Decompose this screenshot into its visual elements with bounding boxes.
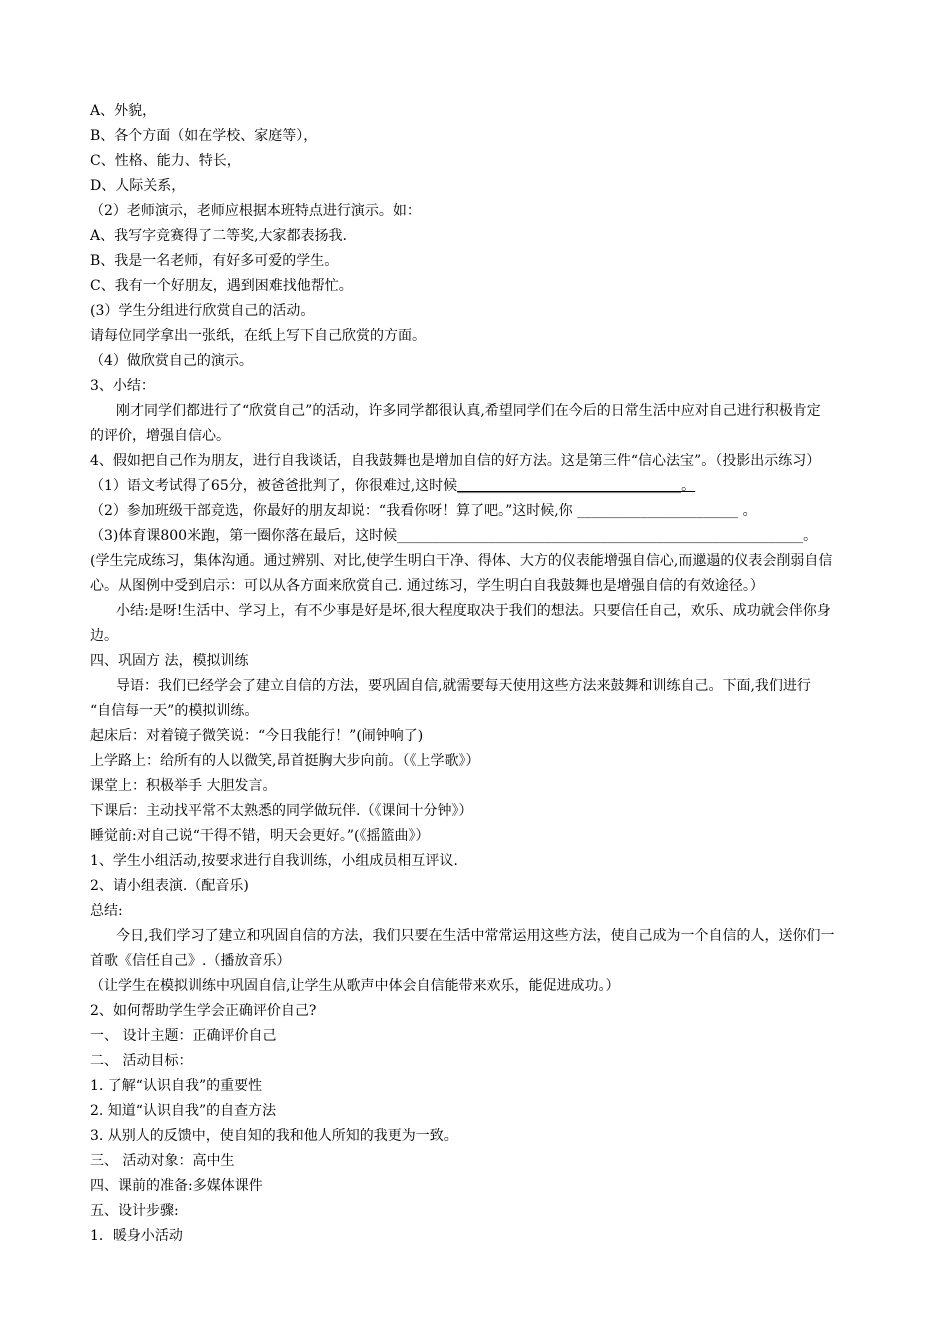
text-line: 课堂上：积极举手 大胆发言。	[90, 778, 277, 794]
answer-blank: _______________________ 。	[577, 503, 757, 519]
text-line: 导语：我们已经学会了建立自信的方法，要巩固自信,就需要每天使用这些方法来鼓舞和训练自己。下面,我们进行	[116, 678, 811, 694]
text-line: 起床后：对着镜子微笑说：“今日我能行！”(闹钟响了)	[90, 728, 424, 744]
text-line: A、我写字竞赛得了二等奖,大家都表扬我.	[90, 228, 348, 244]
text-line: （让学生在模拟训练中巩固自信,让学生从歌声中体会自信能带来欢乐，能促进成功。）	[90, 978, 620, 994]
text-line: 总结:	[90, 903, 123, 919]
text-line: 心。从图例中受到启示：可以从各方面来欣赏自己. 通过练习，学生明白自我鼓舞也是增强自信的有效途径。）	[90, 578, 764, 594]
text-line: 上学路上：给所有的人以微笑,昂首挺胸大步向前。（《上学歌》）	[90, 753, 480, 769]
exercise-item	[90, 474, 870, 498]
text-line: C、性格、能力、特长，	[90, 153, 241, 169]
exercise-question: （2）参加班级干部竞选，你最好的朋友却说：“我看你呀！算了吧。”这时候,你	[90, 503, 573, 519]
text-line: 1．暖身小活动	[90, 1228, 183, 1244]
text-line: 4、假如把自己作为朋友，进行自我谈话，自我鼓舞也是增加自信的好方法。这是第三件“信心法宝”。（投影出示练习）	[90, 453, 821, 469]
text-line: 二、 活动目标：	[90, 1053, 193, 1069]
text-line: 三、 活动对象：高中生	[90, 1153, 235, 1169]
text-line: 五、设计步骤:	[90, 1203, 179, 1219]
text-line: 小结:是呀!生活中、学习上，有不少事是好是坏,很大程度取决于我们的想法。只要信任自己，欢乐、成功就会伴你身	[116, 603, 831, 619]
text-line: 今日,我们学习了建立和巩固自信的方法，我们只要在生活中常常运用这些方法，使自己成为一个自信的人，送你们一	[116, 928, 835, 944]
answer-blank: ________________________________。	[457, 478, 696, 494]
text-line: C、我有一个好朋友，遇到困难找他帮忙。	[90, 278, 353, 294]
list-item: 3. 从别人的反馈中，使自知的我和他人所知的我更为一致。	[90, 1128, 458, 1144]
exercise-item	[90, 524, 870, 548]
text-line: 请每位同学拿出一张纸，在纸上写下自己欣赏的方面。	[90, 328, 426, 344]
text-line: D、人际关系，	[90, 178, 186, 194]
text-line: 首歌《信任自己》.（播放音乐）	[90, 953, 291, 969]
text-line: （4）做欣赏自己的演示。	[90, 353, 253, 369]
exercise-question: （3)体育课800米跑，第一圈你落在最后，这时候	[90, 528, 398, 544]
text-line: 刚才同学们都进行了“欣赏自己”的活动，许多同学都很认真,希望同学们在今后的日常生活中应对自己进行积极肯定	[116, 403, 821, 419]
text-line: 四、课前的准备:多媒体课件	[90, 1178, 263, 1194]
text-line: 的评价，增强自信心。	[90, 428, 230, 444]
text-line: 2、请小组表演.（配音乐)	[90, 878, 249, 894]
text-line: (3）学生分组进行欣赏自己的活动。	[90, 303, 315, 319]
text-line: “自信每一天”的模拟训练。	[90, 703, 259, 719]
text-line: 1、学生小组活动,按要求进行自我训练，小组成员相互评议.	[90, 853, 458, 869]
list-item: 2. 知道“认识自我”的自查方法	[90, 1103, 277, 1119]
text-line: B、我是一名老师，有好多可爱的学生。	[90, 253, 339, 269]
exercise-item	[90, 499, 870, 523]
text-line: B、各个方面（如在学校、家庭等），	[90, 128, 318, 144]
exercise-question: （1）语文考试得了65分，被爸爸批判了，你很难过,这时候	[90, 478, 458, 494]
list-item: 1. 了解“认识自我”的重要性	[90, 1078, 263, 1094]
section-heading: 四、巩固方 法，模拟训练	[90, 653, 249, 669]
text-line: 下课后：主动找平常不太熟悉的同学做玩伴.（《课间十分钟》）	[90, 803, 473, 819]
text-line: (学生完成练习，集体沟通。通过辨别、对比,使学生明白干净、得体、大方的仪表能增强自信心,而邋遢的仪表会削弱自信	[90, 553, 833, 569]
text-line: （2）老师演示，老师应根据本班特点进行演示。如：	[90, 203, 421, 219]
answer-blank: __________________________________________________________。	[397, 528, 818, 544]
text-line: A、外貌，	[90, 103, 157, 119]
section-heading: 2、如何帮助学生学会正确评价自己?	[90, 1003, 317, 1019]
text-line: 边。	[90, 628, 118, 644]
text-line: 睡觉前:对自己说“干得不错，明天会更好。”(《摇篮曲》）	[90, 828, 430, 844]
text-line: 一、 设计主题：正确评价自己	[90, 1028, 277, 1044]
text-line: 3、小结：	[90, 378, 155, 394]
